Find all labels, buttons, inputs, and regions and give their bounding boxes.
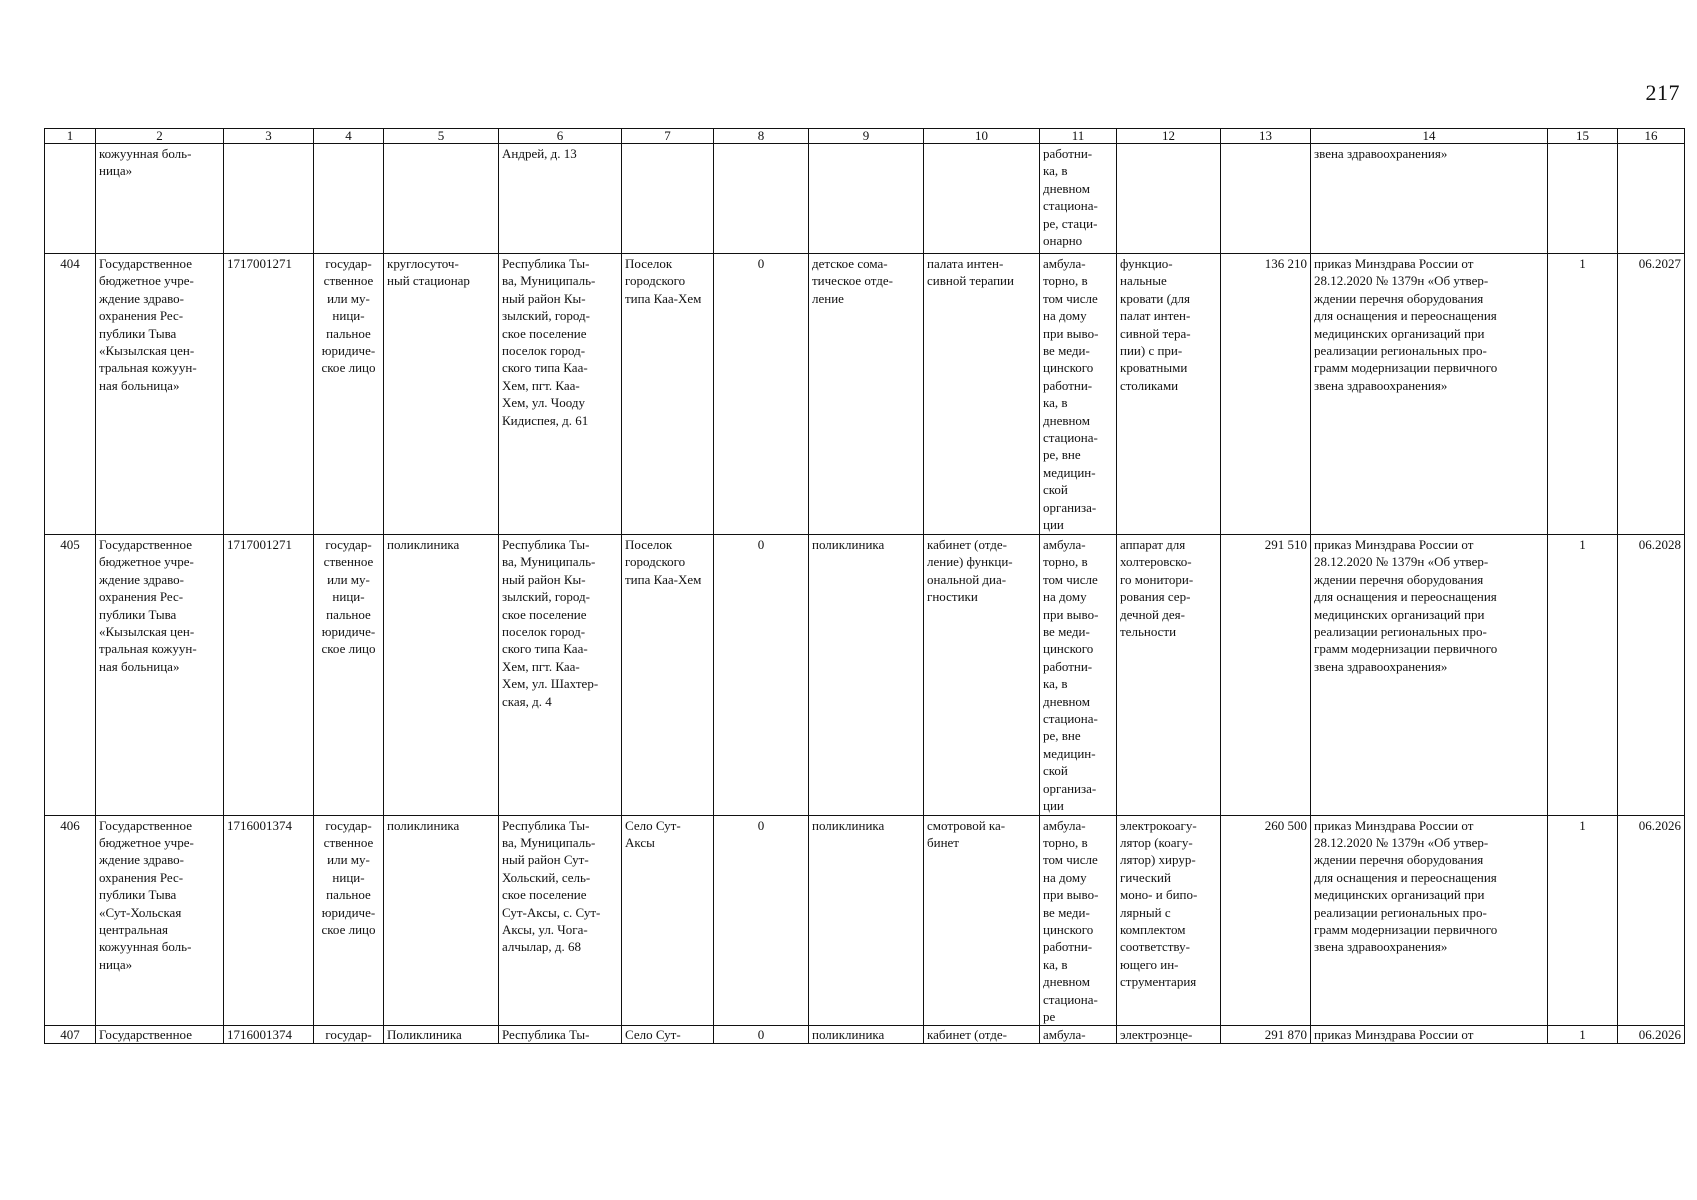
cell-care-type: поликлиника — [384, 535, 499, 816]
table-row-continued — [45, 144, 1685, 254]
cell-equipment: функцио- нальные кровати (для палат интен- сивной тера- пии) с при- кроватными столиками — [1117, 254, 1221, 535]
cell-quantity — [1548, 144, 1618, 254]
cell-quantity: 1 — [1548, 815, 1618, 1026]
cell-department: поликлиника — [809, 1026, 924, 1044]
cell-regulation: приказ Минздрава России от 28.12.2020 № 1379н «Об утвер- ждении перечня оборудования для оснащения и переоснащения медицинских организаций при реализации региональных про- грамм модернизации первичного звена здравоохранения» — [1311, 815, 1548, 1026]
cell-col8: 0 — [714, 1026, 809, 1044]
cell-room: кабинет (отде- ление) функци- ональной диа- гностики — [924, 535, 1040, 816]
cell-address: Республика Ты- — [499, 1026, 622, 1044]
cell-address: Республика Ты- ва, Муниципаль- ный район Сут- Хольский, сель- ское поселение Сут-Аксы, с. Сут- Аксы, ул. Чога- алчылар, д. 68 — [499, 815, 622, 1026]
cell-org-type: государ- ственное или му- ници- пальное юридиче- ское лицо — [314, 535, 384, 816]
col-header: 16 — [1618, 129, 1685, 144]
cell-room: палата интен- сивной терапии — [924, 254, 1040, 535]
col-header: 9 — [809, 129, 924, 144]
cell-department: поликлиника — [809, 535, 924, 816]
cell-org-type — [314, 144, 384, 254]
table-row-partial — [45, 1026, 1685, 1044]
cell-code: 136 210 — [1221, 254, 1311, 535]
cell-care-conditions: амбула- торно, в том числе на дому при выво- ве меди- цинского работни- ка, в дневном стациона- ре, вне медицин- ской организа- ции — [1040, 254, 1117, 535]
cell-col8: 0 — [714, 815, 809, 1026]
cell-settlement: Село Сут- Аксы — [622, 815, 714, 1026]
cell-regulation: приказ Минздрава России от — [1311, 1026, 1548, 1044]
col-header: 7 — [622, 129, 714, 144]
cell-code: 291 870 — [1221, 1026, 1311, 1044]
cell-regulation: приказ Минздрава России от 28.12.2020 № 1379н «Об утвер- ждении перечня оборудования для оснащения и переоснащения медицинских организаций при реализации региональных про- грамм модернизации первичного звена здравоохранения» — [1311, 535, 1548, 816]
col-header: 1 — [45, 129, 96, 144]
cell-col8: 0 — [714, 254, 809, 535]
cell-organization: кожуунная боль- ница» — [96, 144, 224, 254]
cell-organization: Государственное бюджетное учре- ждение здраво- охранения Рес- публики Тыва «Сут-Хольская центральная кожуунная боль- ница» — [96, 815, 224, 1026]
cell-number: 404 — [45, 254, 96, 535]
cell-room: кабинет (отде- — [924, 1026, 1040, 1044]
cell-department: детское сома- тическое отде- ление — [809, 254, 924, 535]
equipment-table — [44, 128, 1685, 1044]
cell-care-type — [384, 144, 499, 254]
col-header: 13 — [1221, 129, 1311, 144]
cell-date: 06.2026 — [1618, 1026, 1685, 1044]
table-row — [45, 815, 1685, 1026]
cell-address: Республика Ты- ва, Муниципаль- ный район Кы- зылский, город- ское поселение поселок город- ского типа Каа- Хем, пгт. Каа- Хем, ул. Чооду Кидиспея, д. 61 — [499, 254, 622, 535]
cell-organization: Государственное бюджетное учре- ждение здраво- охранения Рес- публики Тыва «Кызылская цен- тральная кожуун- ная больница» — [96, 535, 224, 816]
col-header: 12 — [1117, 129, 1221, 144]
cell-number: 405 — [45, 535, 96, 816]
col-header: 8 — [714, 129, 809, 144]
cell-department: поликлиника — [809, 815, 924, 1026]
col-header: 2 — [96, 129, 224, 144]
cell-inn — [224, 144, 314, 254]
cell-date — [1618, 144, 1685, 254]
cell-department — [809, 144, 924, 254]
cell-settlement: Село Сут- — [622, 1026, 714, 1044]
cell-date: 06.2026 — [1618, 815, 1685, 1026]
col-header: 4 — [314, 129, 384, 144]
cell-settlement: Поселок городского типа Каа-Хем — [622, 535, 714, 816]
cell-regulation: приказ Минздрава России от 28.12.2020 № 1379н «Об утвер- ждении перечня оборудования для оснащения и переоснащения медицинских организаций при реализации региональных про- грамм модернизации первичного звена здравоохранения» — [1311, 254, 1548, 535]
cell-equipment — [1117, 144, 1221, 254]
cell-care-conditions: амбула- торно, в том числе на дому при выво- ве меди- цинского работни- ка, в дневном стациона- ре, вне медицин- ской организа- ции — [1040, 535, 1117, 816]
page-number: 217 — [1645, 80, 1680, 105]
cell-inn: 1716001374 — [224, 815, 314, 1026]
cell-quantity: 1 — [1548, 1026, 1618, 1044]
cell-col8 — [714, 144, 809, 254]
cell-settlement: Поселок городского типа Каа-Хем — [622, 254, 714, 535]
cell-care-type: Поликлиника — [384, 1026, 499, 1044]
col-header: 10 — [924, 129, 1040, 144]
cell-number — [45, 144, 96, 254]
cell-equipment: электрокоагу- лятор (коагу- лятор) хирур- гический моно- и бипо- лярный с комплектом соответству- ющего ин- струментария — [1117, 815, 1221, 1026]
cell-date: 06.2027 — [1618, 254, 1685, 535]
cell-organization: Государственное бюджетное учре- ждение здраво- охранения Рес- публики Тыва «Кызылская цен- тральная кожуун- ная больница» — [96, 254, 224, 535]
cell-inn: 1717001271 — [224, 535, 314, 816]
cell-care-type: поликлиника — [384, 815, 499, 1026]
cell-date: 06.2028 — [1618, 535, 1685, 816]
cell-address: Андрей, д. 13 — [499, 144, 622, 254]
cell-code — [1221, 144, 1311, 254]
col-header: 5 — [384, 129, 499, 144]
cell-address: Республика Ты- ва, Муниципаль- ный район Кы- зылский, город- ское поселение поселок город- ского типа Каа- Хем, пгт. Каа- Хем, ул. Шахтер- ская, д. 4 — [499, 535, 622, 816]
cell-quantity: 1 — [1548, 535, 1618, 816]
cell-room: смотровой ка- бинет — [924, 815, 1040, 1026]
header-row — [45, 129, 1685, 144]
col-header: 15 — [1548, 129, 1618, 144]
cell-organization: Государственное — [96, 1026, 224, 1044]
cell-number: 406 — [45, 815, 96, 1026]
cell-room — [924, 144, 1040, 254]
cell-regulation: звена здравоохранения» — [1311, 144, 1548, 254]
cell-code: 260 500 — [1221, 815, 1311, 1026]
cell-inn: 1717001271 — [224, 254, 314, 535]
cell-care-conditions: амбула- — [1040, 1026, 1117, 1044]
col-header: 6 — [499, 129, 622, 144]
cell-settlement — [622, 144, 714, 254]
cell-equipment: электроэнце- — [1117, 1026, 1221, 1044]
table-row — [45, 254, 1685, 535]
cell-code: 291 510 — [1221, 535, 1311, 816]
col-header: 3 — [224, 129, 314, 144]
cell-quantity: 1 — [1548, 254, 1618, 535]
col-header: 14 — [1311, 129, 1548, 144]
table-row — [45, 535, 1685, 816]
cell-col8: 0 — [714, 535, 809, 816]
cell-org-type: государ- ственное или му- ници- пальное юридиче- ское лицо — [314, 815, 384, 1026]
cell-care-type: круглосуточ- ный стационар — [384, 254, 499, 535]
col-header: 11 — [1040, 129, 1117, 144]
cell-org-type: государ- — [314, 1026, 384, 1044]
cell-number: 407 — [45, 1026, 96, 1044]
cell-equipment: аппарат для холтеровско- го монитори- рования сер- дечной дея- тельности — [1117, 535, 1221, 816]
cell-inn: 1716001374 — [224, 1026, 314, 1044]
cell-care-conditions: работни- ка, в дневном стациона- ре, стаци- онарно — [1040, 144, 1117, 254]
cell-care-conditions: амбула- торно, в том числе на дому при выво- ве меди- цинского работни- ка, в дневном стациона- ре — [1040, 815, 1117, 1026]
cell-org-type: государ- ственное или му- ници- пальное юридиче- ское лицо — [314, 254, 384, 535]
